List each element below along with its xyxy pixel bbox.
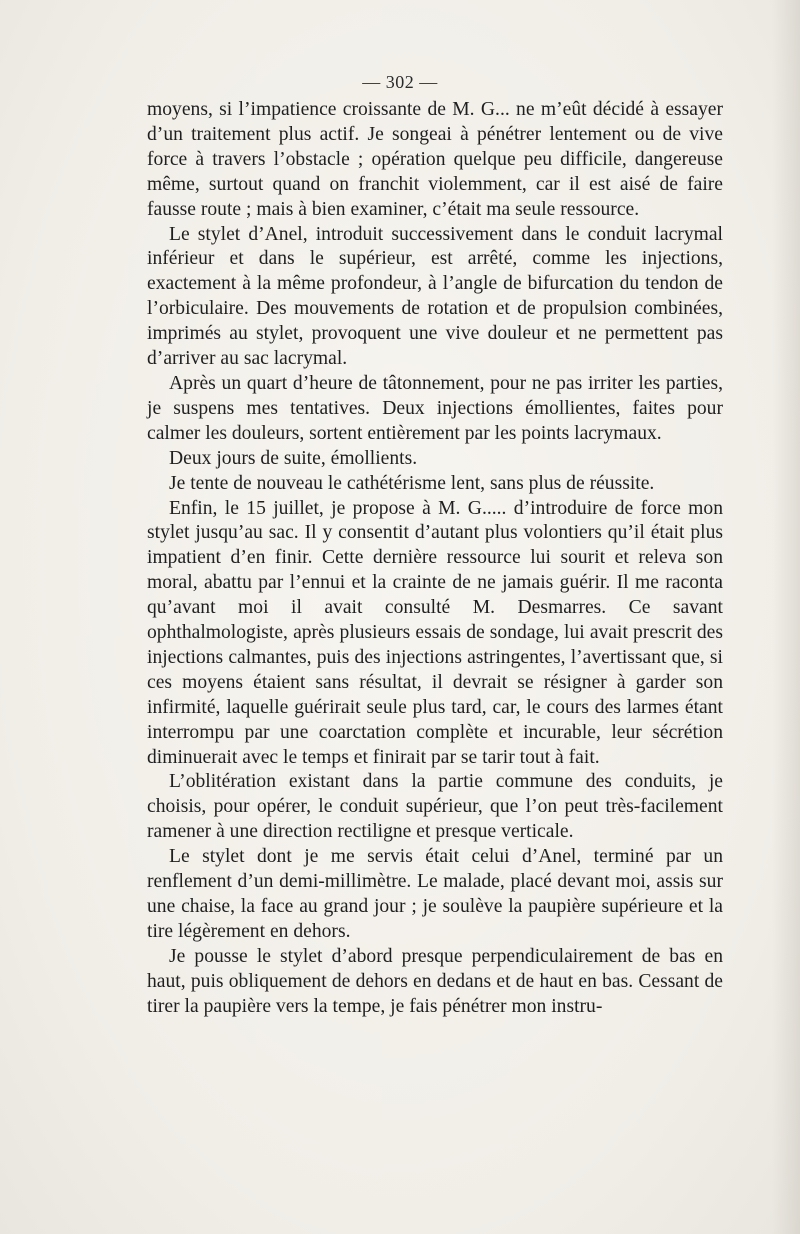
paragraph-1: moyens, si l’impatience croissante de M. G... ne m’eût décidé à essayer d’un traitement plus actif. Je songeai à pénétrer lentement ou de vive force à travers l’obstacle ; opération quelque peu difficile, dangereuse même, surtout quand on franchit violemment, car il est aisé de faire fausse route ; mais à bien examiner, c’était ma seule ressource. — [147, 99, 723, 220]
body-text — [147, 98, 723, 1020]
paragraph-2: Le stylet d’Anel, introduit successivement dans le conduit lacrymal inférieur et dans le supérieur, est arrêté, comme les injections, exactement à la même profondeur, à l’angle de bifurcation du tendon de l’orbiculaire. Des mouvements de rotation et de propulsion combinées, imprimés au stylet, provoquent une vive douleur et ne permettent pas d’arriver au sac lacrymal. — [147, 223, 723, 370]
paragraph-8: Le stylet dont je me servis était celui d’Anel, terminé par un renflement d’un demi-millimètre. Le malade, placé devant moi, assis sur une chaise, la face au grand jour ; je soulève la paupière supérieure et la tire légèrement en dehors. — [147, 846, 723, 942]
paragraph-4: Deux jours de suite, émollients. — [169, 447, 418, 469]
paragraph-9: Je pousse le stylet d’abord presque perpendiculairement de bas en haut, puis obliquement de dehors en dedans et de haut en bas. Cessant de tirer la paupière vers la tempe, je fais pénétrer mon instru- — [147, 945, 723, 1017]
paragraph-5: Je tente de nouveau le cathétérisme lent, sans plus de réussite. — [169, 472, 655, 494]
paragraph-7: L’oblitération existant dans la partie commune des conduits, je choisis, pour opérer, le conduit supérieur, que l’on peut très-facilement ramener à une direction rectiligne et presque verticale. — [147, 771, 723, 843]
page-number: — 302 — — [362, 72, 438, 92]
page-edge-shadow — [772, 0, 800, 1234]
paragraph-3: Après un quart d’heure de tâtonnement, pour ne pas irriter les parties, je suspens mes tentatives. Deux injections émollientes, faites pour calmer les douleurs, sortent entièrement par les points lacrymaux. — [147, 372, 723, 444]
paragraph-6: Enfin, le 15 juillet, je propose à M. G..... d’introduire de force mon stylet jusqu’au sac. Il y consentit d’autant plus volontiers qu’il était plus impatient d’en finir. Cette dernière ressource lui sourit et releva son moral, abattu par l’ennui et la crainte de ne jamais guérir. Il me raconta qu’avant moi il avait consulté M. Desmarres. Ce savant ophthalmologiste, après plusieurs essais de sondage, lui avait prescrit des injections calmantes, puis des injections astringentes, l’avertissant que, si ces moyens étaient sans résultat, il devrait se résigner à garder son infirmité, laquelle guérirait seule plus tard, car, le cours des larmes étant interrompu par une coarctation complète et incurable, leur sécrétion diminuerait avec le temps et finirait par se tarir tout à fait. — [147, 497, 723, 768]
